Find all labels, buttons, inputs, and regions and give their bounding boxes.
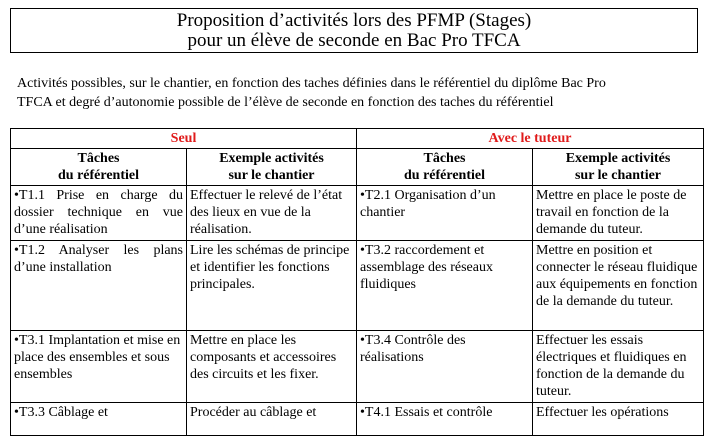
group-header-alone: Seul [11,129,357,149]
col-header-examples-tutor [533,149,704,186]
task-tutor-cell: •T3.2 raccordement et assemblage des réseaux fluidiques [357,241,533,331]
col-header-tasks-alone [11,149,187,186]
table-row [11,403,704,436]
col-header-line: du référentiel [404,168,485,183]
col-header-line: Tâches [77,151,120,166]
example-tutor-cell: Mettre en place le poste de travail en fonction de la demande du tuteur. [533,186,704,241]
col-header-line: du référentiel [58,168,139,183]
col-header-examples-alone [187,149,357,186]
group-header-row [11,129,704,149]
title-line-1: Proposition d’activités lors des PFMP (Stages) [176,10,532,31]
task-alone-cell: •T1.2 Analyser les plans d’une installation [11,241,187,331]
task-tutor-cell: •T4.1 Essais et contrôle [357,403,533,436]
col-header-tasks-tutor [357,149,533,186]
table-row [11,331,704,403]
task-tutor-cell: •T2.1 Organisation d’un chantier [357,186,533,241]
table-row [11,241,704,331]
task-alone-cell: •T3.1 Implantation et mise en place des ensembles et sous ensembles [11,331,187,403]
intro-line-1: Activités possibles, sur le chantier, en fonction des taches définies dans le référentiel du diplôme Bac Pro [17,76,606,91]
document-title-box [10,8,698,53]
title-line-2: pour un élève de seconde en Bac Pro TFCA [187,30,521,51]
task-tutor-cell: •T3.4 Contrôle des réalisations [357,331,533,403]
col-header-line: sur le chantier [574,168,662,183]
example-tutor-cell: Mettre en position et connecter le réseau fluidique aux équipements en fonction de la demande du tuteur. [533,241,704,331]
example-alone-cell: Lire les schémas de principe et identifier les fonctions principales. [187,241,357,331]
table-row [11,186,704,241]
example-alone-cell: Effectuer le relevé de l’état des lieux en vue de la réalisation. [187,186,357,241]
example-alone-cell: Mettre en place les composants et accessoires des circuits et les fixer. [187,331,357,403]
example-alone-cell: Procéder au câblage et [187,403,357,436]
col-header-line: Tâches [423,151,466,166]
group-header-tutor: Avec le tuteur [357,129,704,149]
example-tutor-cell: Effectuer les essais électriques et fluidiques en fonction de la demande du tuteur. [533,331,704,403]
col-header-line: Exemple activités [219,151,324,166]
example-tutor-cell: Effectuer les opérations [533,403,704,436]
col-header-line: Exemple activités [565,151,671,166]
task-alone-cell: •T1.1 Prise en charge du dossier technique en vue d’une réalisation [11,186,187,241]
intro-line-2: TFCA et degré d’autonomie possible de l’élève de seconde en fonction des taches du référentiel [17,95,554,110]
intro-paragraph [17,74,702,112]
column-header-row [11,149,704,186]
task-alone-cell: •T3.3 Câblage et [11,403,187,436]
activities-table [10,128,704,436]
col-header-line: sur le chantier [228,168,315,183]
